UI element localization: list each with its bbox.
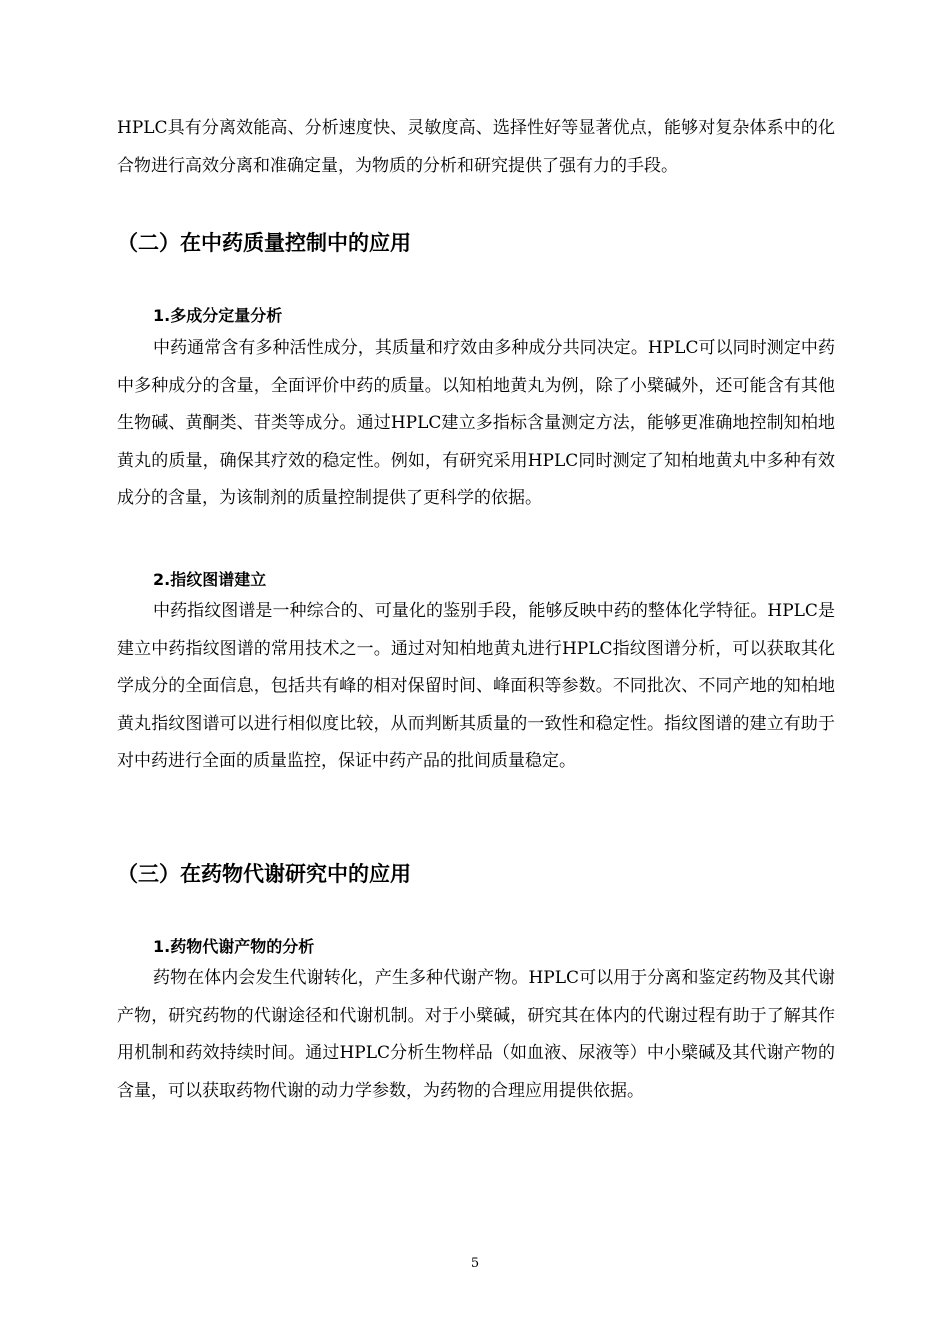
section-heading-3: （三）在药物代谢研究中的应用 [117, 862, 411, 886]
subsection-heading-2-1: 1.多成分定量分析 [153, 306, 283, 325]
subsection-body-2-1: 中药通常含有多种活性成分，其质量和疗效由多种成分共同决定。HPLC可以同时测定中药中多种成分的含量，全面评价中药的质量。以知柏地黄丸为例，除了小檗碱外，还可能含有其他生物碱、黄酮类、苷类等成分。通过HPLC建立多指标含量测定方法，能够更准确地控制知柏地黄丸的质量，确保其疗效的稳定性。例如，有研究采用HPLC同时测定了知柏地黄丸中多种有效成分的含量，为该制剂的质量控制提供了更科学的依据。 [117, 338, 835, 508]
subsection-body-2-2: 中药指纹图谱是一种综合的、可量化的鉴别手段，能够反映中药的整体化学特征。HPLC是建立中药指纹图谱的常用技术之一。通过对知柏地黄丸进行HPLC指纹图谱分析，可以获取其化学成分的全面信息，包括共有峰的相对保留时间、峰面积等参数。不同批次、不同产地的知柏地黄丸指纹图谱可以进行相似度比较，从而判断其质量的一致性和稳定性。指纹图谱的建立有助于对中药进行全面的质量监控，保证中药产品的批间质量稳定。 [117, 601, 835, 771]
intro-paragraph: HPLC具有分离效能高、分析速度快、灵敏度高、选择性好等显著优点，能够对复杂体系中的化合物进行高效分离和准确定量，为物质的分析和研究提供了强有力的手段。 [117, 118, 835, 176]
subsection-heading-2-2: 2.指纹图谱建立 [153, 570, 267, 589]
page-number: 5 [470, 1256, 480, 1271]
section-heading-2: （二）在中药质量控制中的应用 [117, 231, 411, 255]
subsection-heading-3-1: 1.药物代谢产物的分析 [153, 937, 315, 956]
subsection-body-3-1: 药物在体内会发生代谢转化，产生多种代谢产物。HPLC可以用于分离和鉴定药物及其代谢产物，研究药物的代谢途径和代谢机制。对于小檗碱，研究其在体内的代谢过程有助于了解其作用机制和药效持续时间。通过HPLC分析生物样品（如血液、尿液等）中小檗碱及其代谢产物的含量，可以获取药物代谢的动力学参数，为药物的合理应用提供依据。 [117, 968, 835, 1101]
